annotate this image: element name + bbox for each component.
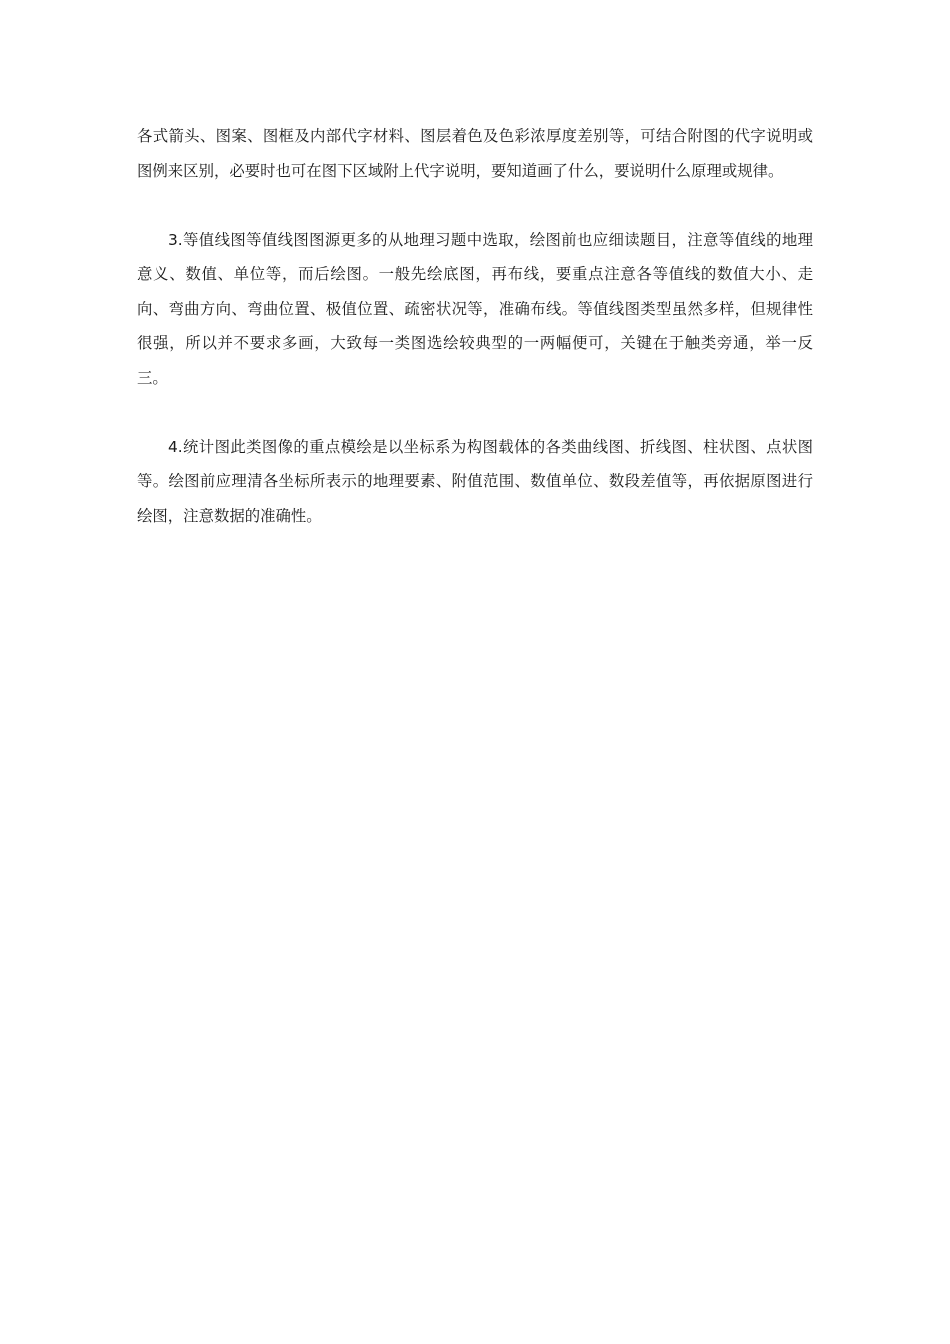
paragraph-gap [137,395,813,430]
paragraph-statistical-chart: 4.统计图此类图像的重点模绘是以坐标系为构图载体的各类曲线图、折线图、柱状图、点状图等。绘图前应理清各坐标所表示的地理要素、附值范围、数值单位、数段差值等，再依据原图进行绘图，注意数据的准确性。 [137,437,813,525]
document-body [137,119,813,533]
paragraph-gap [137,188,813,223]
paragraph-contour-map: 3.等值线图等值线图图源更多的从地理习题中选取，绘图前也应细读题目，注意等值线的地理意义、数值、单位等，而后绘图。一般先绘底图，再布线，要重点注意各等值线的数值大小、走向、弯曲方向、弯曲位置、极值位置、疏密状况等，准确布线。等值线图类型虽然多样，但规律性很强，所以并不要求多画，大致每一类图选绘较典型的一两幅便可，关键在于触类旁通，举一反三。 [137,230,813,387]
paragraph-continuation: 各式箭头、图案、图框及内部代字材料、图层着色及色彩浓厚度差别等，可结合附图的代字说明或图例来区别，必要时也可在图下区域附上代字说明，要知道画了什么，要说明什么原理或规律。 [137,127,813,180]
